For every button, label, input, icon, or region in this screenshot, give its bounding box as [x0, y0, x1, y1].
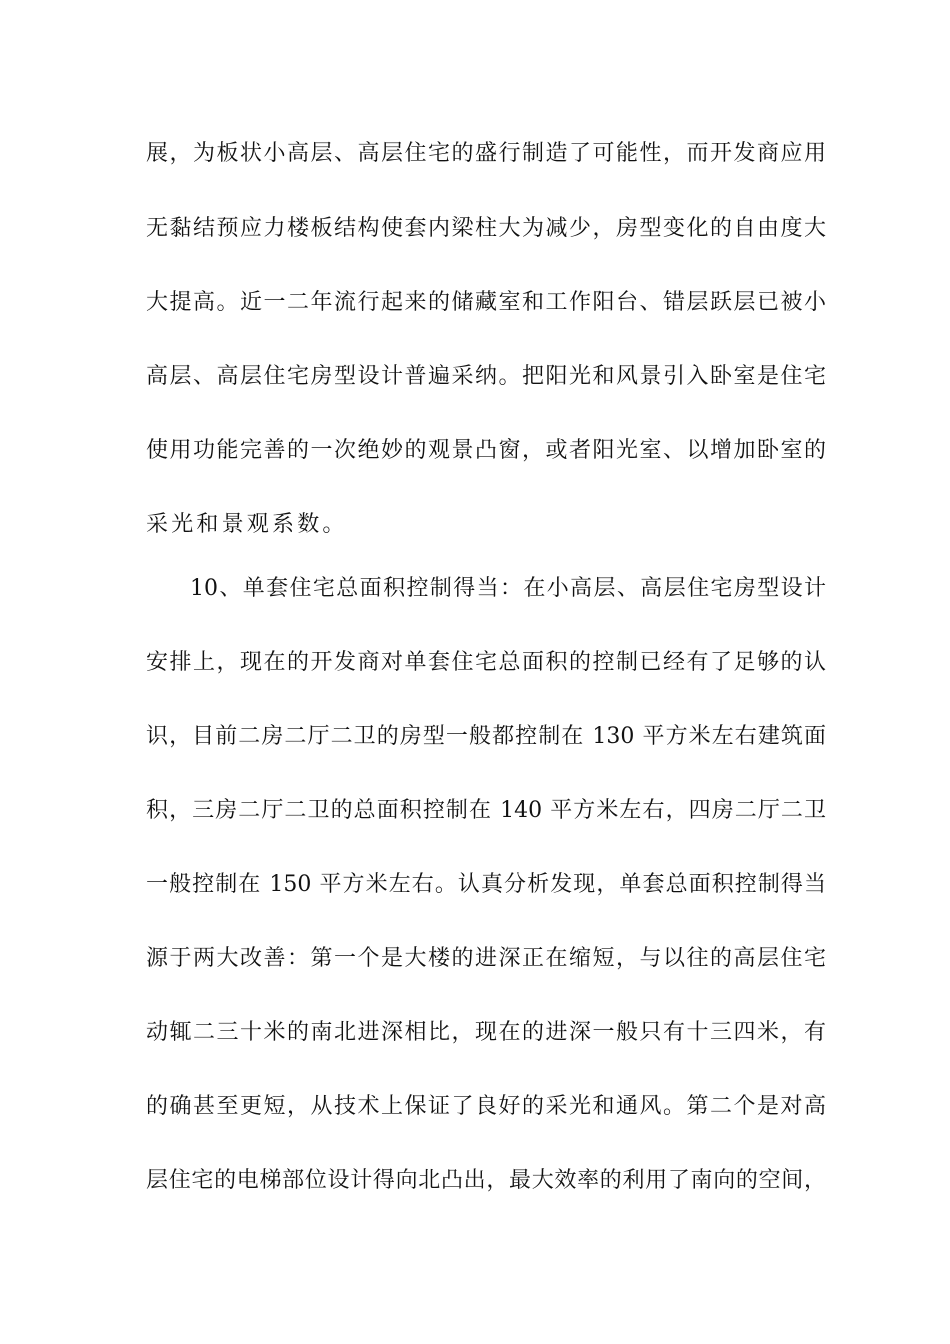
paragraph-start-line: 10、单套住宅总面积控制得当：在小高层、高层住宅房型设计 — [190, 576, 826, 601]
text-line: 层住宅的电梯部位设计得向北凸出，最大效率的利用了南向的空间， — [146, 1168, 826, 1193]
text-line: 一般控制在 150 平方米左右。认真分析发现，单套总面积控制得当 — [146, 872, 826, 897]
text-line: 识，目前二房二厅二卫的房型一般都控制在 130 平方米左右建筑面 — [146, 724, 826, 749]
text-line: 采光和景观系数。 — [146, 512, 348, 537]
text-line: 源于两大改善：第一个是大楼的进深正在缩短，与以往的高层住宅 — [146, 946, 826, 971]
text-line: 大提高。近一二年流行起来的储藏室和工作阳台、错层跃层已被小 — [146, 290, 826, 315]
text-line: 安排上，现在的开发商对单套住宅总面积的控制已经有了足够的认 — [146, 650, 826, 675]
text-line: 积，三房二厅二卫的总面积控制在 140 平方米左右，四房二厅二卫 — [146, 798, 826, 823]
text-line: 使用功能完善的一次绝妙的观景凸窗，或者阳光室、以增加卧室的 — [146, 438, 826, 463]
text-line: 展，为板状小高层、高层住宅的盛行制造了可能性，而开发商应用 — [146, 141, 826, 166]
text-line: 无黏结预应力楼板结构使套内梁柱大为减少，房型变化的自由度大 — [146, 216, 826, 241]
text-line: 动辄二三十米的南北进深相比，现在的进深一般只有十三四米，有 — [146, 1020, 826, 1045]
text-line: 的确甚至更短，从技术上保证了良好的采光和通风。第二个是对高 — [146, 1094, 826, 1119]
text-line: 高层、高层住宅房型设计普遍采纳。把阳光和风景引入卧室是住宅 — [146, 364, 826, 389]
